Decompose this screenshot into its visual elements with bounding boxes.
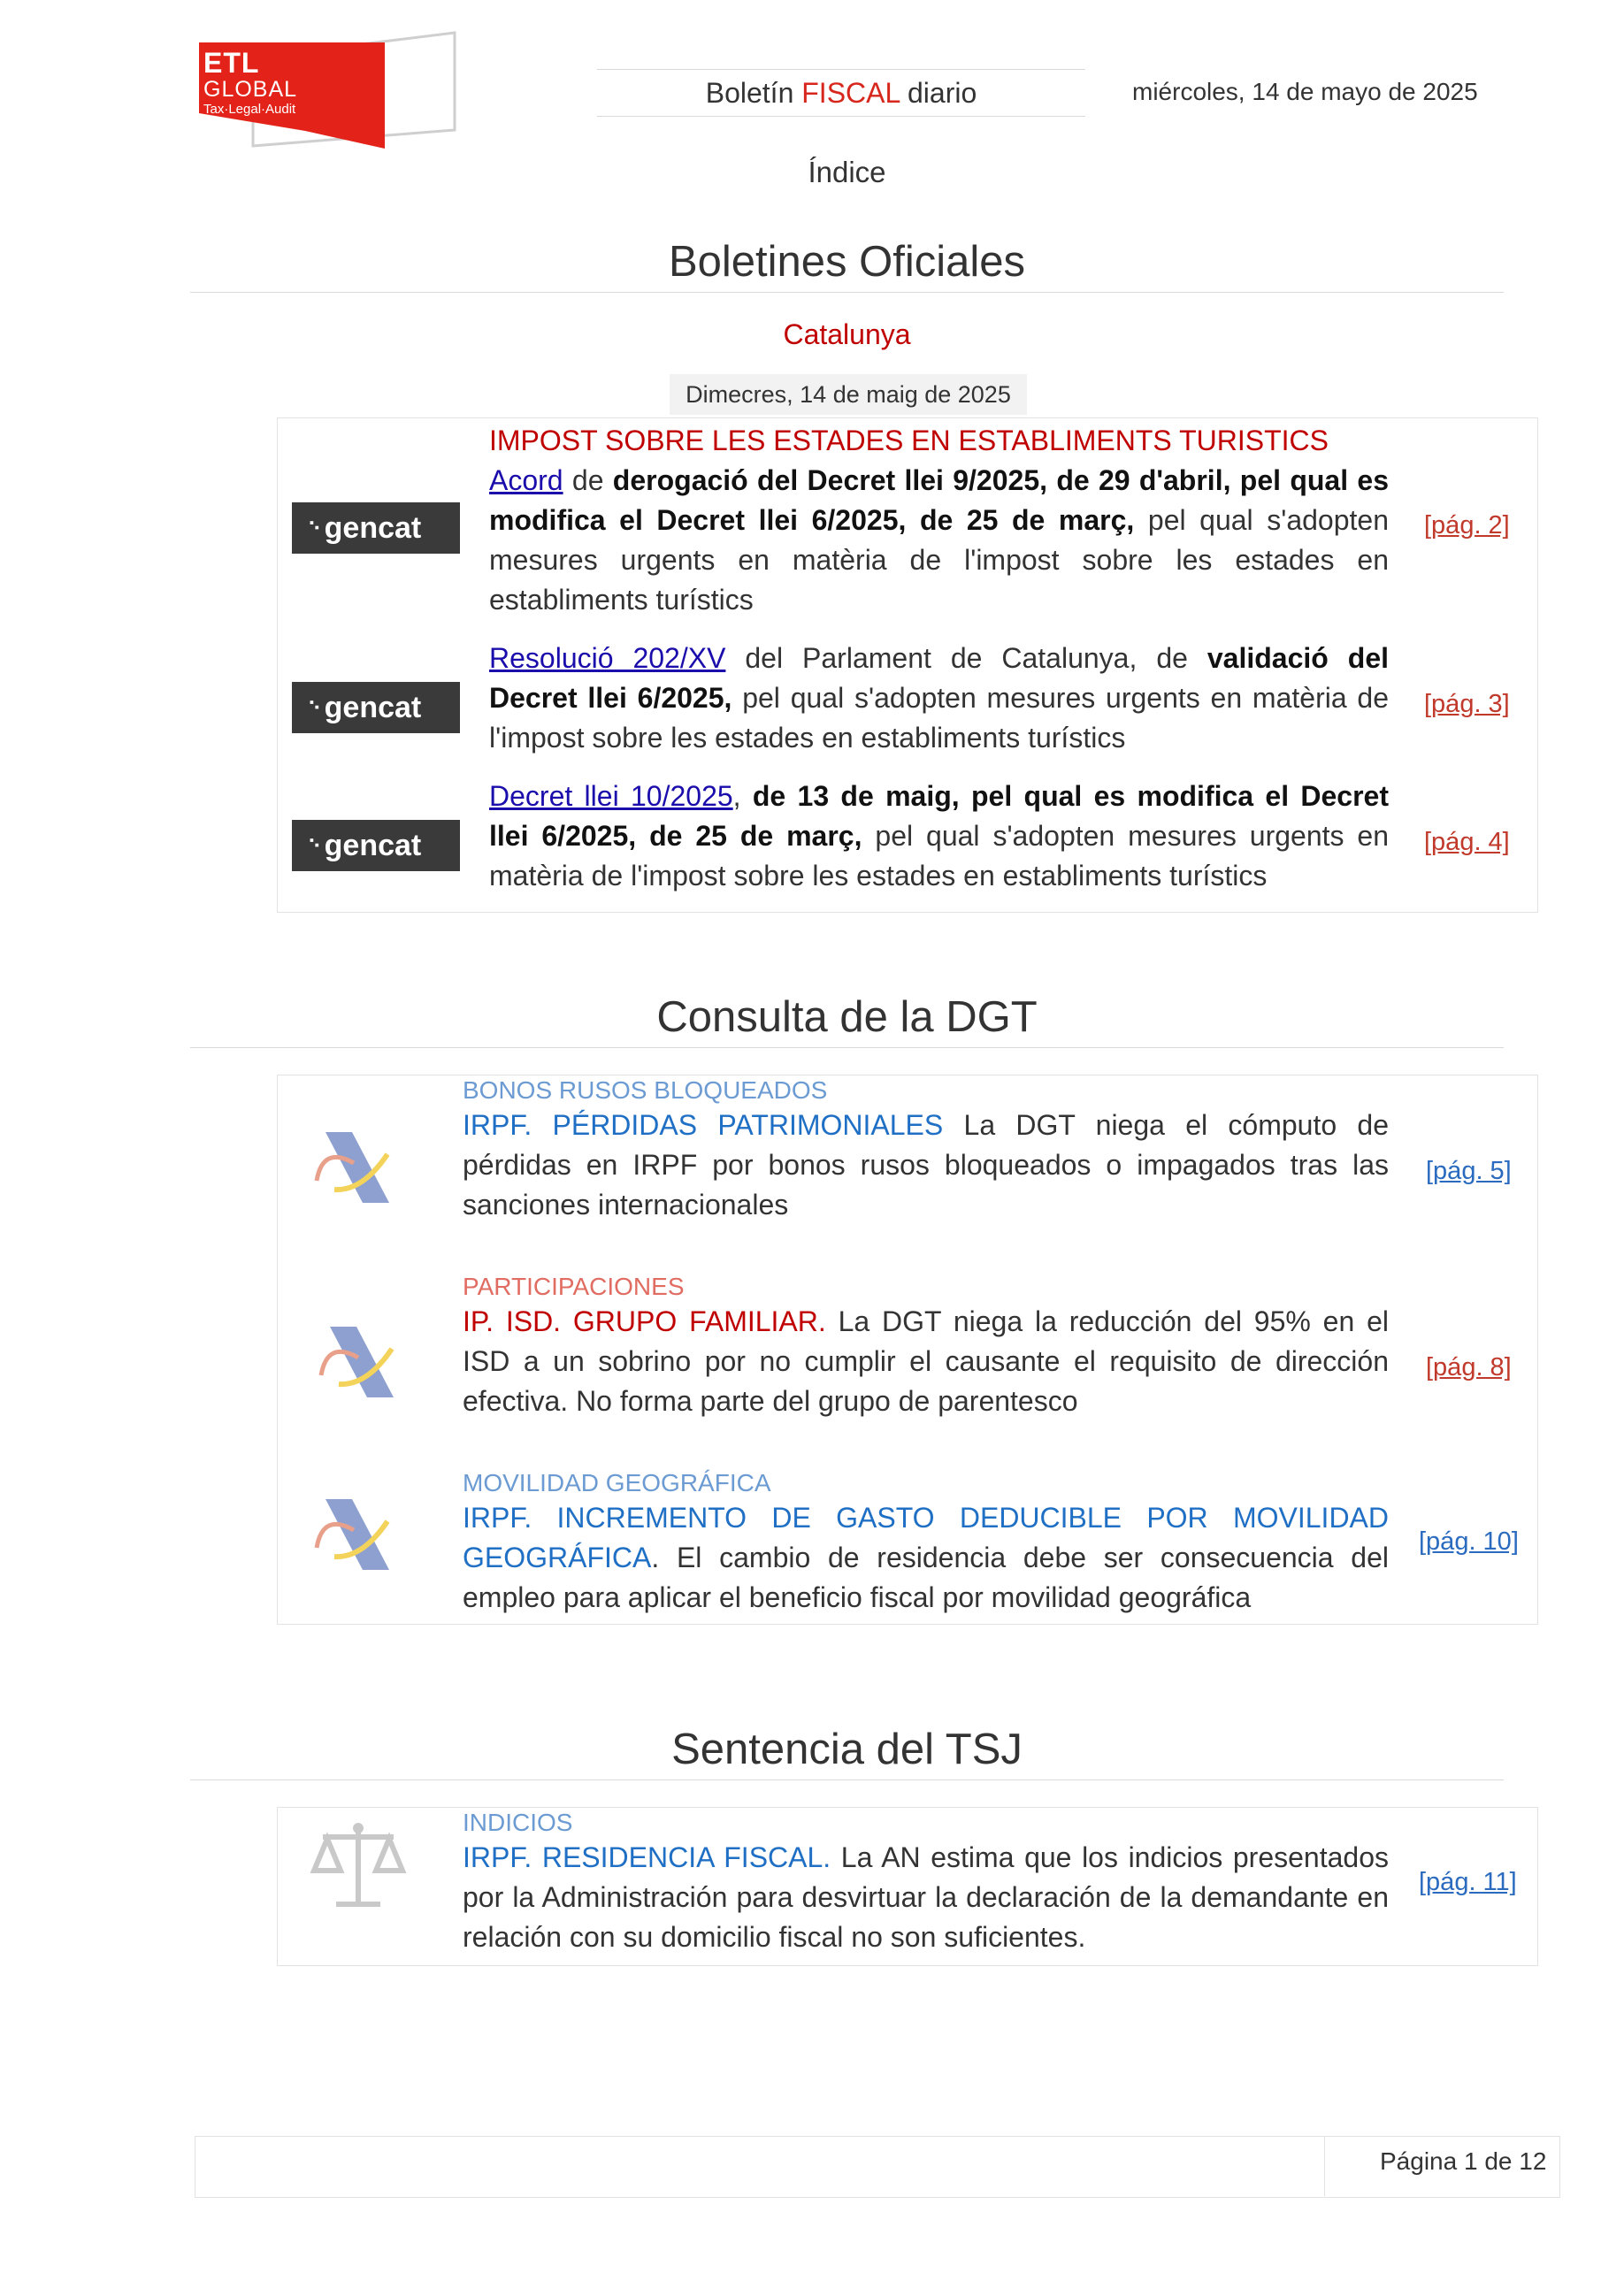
gencat-logo-text: gencat [324, 511, 422, 545]
index-heading: Índice [808, 156, 886, 188]
section-heading-tsj: Sentencia del TSJ [190, 1725, 1504, 1780]
page-number: Página 1 de 12 [1380, 2147, 1547, 2175]
gencat-dots-icon: ⠑ [308, 700, 321, 720]
gencat-logo-text: gencat [324, 691, 422, 724]
aeat-logo-icon [310, 1495, 398, 1574]
entry-topic: IMPOST SOBRE LES ESTADES EN ESTABLIMENTS TURISTICS [489, 425, 1329, 456]
entry-text: La DGT niega la reducción del 95% en el ISD a un sobrino por no cumplir el causante el requisito de dirección efectiva. No forma parte del grupo de parentesco [463, 1305, 1390, 1417]
entry-link[interactable]: Decret llei 10/2025 [489, 780, 733, 812]
gencat-logo-text: gencat [324, 829, 422, 862]
entry-text: . El cambio de residencia debe ser consecuencia del empleo para aplicar el beneficio fiscal por movilidad geográfica [463, 1542, 1389, 1613]
tsj-entry [463, 1808, 1389, 1957]
boletin-entry [489, 777, 1389, 896]
entry-text: pel qual s'adopten mesures urgents en matèria de l'impost sobre les estades en establiments turístics [489, 682, 1390, 754]
entry-text: La AN estima que los indicios presentados por la Administración para desvirtuar la declaración de la demandante en relación con su domicilio fiscal no son suficientes. [463, 1841, 1389, 1953]
entry-text: pel qual s'adopten mesures urgents en matèria de l'impost sobre les estades en establiments turístics [489, 820, 1390, 892]
entry-text: La DGT niega el cómputo de pérdidas en IRPF por bonos rusos bloqueados o impagados tras las sanciones internacionales [463, 1109, 1390, 1221]
logo-tagline: Tax·Legal·Audit [203, 102, 296, 117]
section-heading-dgt: Consulta de la DGT [190, 992, 1504, 1048]
page-link[interactable]: [pág. 11] [1419, 1868, 1517, 1896]
entry-category: BONOS RUSOS BLOQUEADOS [463, 1076, 828, 1104]
gencat-logo [292, 682, 460, 733]
boletin-entry [489, 421, 1389, 620]
gencat-logo [292, 820, 460, 871]
gencat-dots-icon: ⠑ [308, 838, 321, 858]
entry-text: , [732, 780, 753, 812]
aeat-logo-icon [314, 1322, 402, 1402]
title-pre: Boletín [705, 77, 802, 109]
entry-topic: IP. ISD. GRUPO FAMILIAR. [463, 1305, 826, 1337]
gencat-dots-icon: ⠑ [308, 520, 321, 540]
page-link[interactable]: [pág. 5] [1426, 1157, 1512, 1185]
aeat-logo-icon [310, 1128, 398, 1207]
region-heading: Catalunya [783, 318, 911, 350]
page-link[interactable]: [pág. 2] [1424, 511, 1510, 540]
title-accent: FISCAL [801, 77, 900, 109]
page-link[interactable]: [pág. 4] [1424, 828, 1510, 856]
entry-topic: IRPF. PÉRDIDAS PATRIMONIALES [463, 1109, 944, 1141]
page-link[interactable]: [pág. 3] [1424, 690, 1510, 718]
entry-link[interactable]: Acord [489, 464, 563, 496]
boletin-entry [489, 639, 1389, 758]
title-post: diario [900, 77, 977, 109]
entry-topic: IRPF. RESIDENCIA FISCAL. [463, 1841, 831, 1873]
dgt-entry [463, 1272, 1389, 1421]
footer [195, 2136, 1560, 2198]
gencat-logo [292, 502, 460, 554]
logo-etl: ETL [203, 47, 260, 79]
entry-topic: IRPF. INCREMENTO DE GASTO DEDUCIBLE POR MOVILIDAD GEOGRÁFICA [463, 1502, 1389, 1573]
entry-category: MOVILIDAD GEOGRÁFICA [463, 1469, 771, 1496]
dgt-entry [463, 1468, 1389, 1618]
bulletin-date: Dimecres, 14 de maig de 2025 [670, 374, 1027, 415]
entry-bold-text: derogació del Decret llei 9/2025, de 29 d'abril, pel qual es modifica el Decret llei 6/2025, de 25 de març, [489, 464, 1390, 536]
page-link[interactable]: [pág. 8] [1426, 1353, 1512, 1381]
logo-global: GLOBAL [203, 77, 298, 102]
header-date: miércoles, 14 de mayo de 2025 [1132, 78, 1478, 105]
dgt-entry [463, 1075, 1389, 1225]
entry-text: del Parlament de Catalunya, de [725, 642, 1207, 674]
footer-divider [1324, 2136, 1325, 2196]
entry-bold-text: validació del Decret llei 6/2025, [489, 642, 1390, 714]
entry-text: de [563, 464, 613, 496]
logo-text [203, 49, 297, 116]
section-heading-boletines: Boletines Oficiales [190, 237, 1504, 293]
entry-category: INDICIOS [463, 1809, 573, 1836]
entry-link[interactable]: Resolució 202/XV [489, 642, 726, 674]
entry-category: PARTICIPACIONES [463, 1273, 685, 1300]
entry-text: pel qual s'adopten mesures urgents en matèria de l'impost sobre les estades en establiments turístics [489, 504, 1390, 616]
entry-bold-text: de 13 de maig, pel qual es modifica el Decret llei 6/2025, de 25 de març, [489, 780, 1390, 852]
bulletin-title [597, 69, 1085, 117]
page-link[interactable]: [pág. 10] [1419, 1527, 1519, 1556]
scale-icon [310, 1818, 407, 1915]
